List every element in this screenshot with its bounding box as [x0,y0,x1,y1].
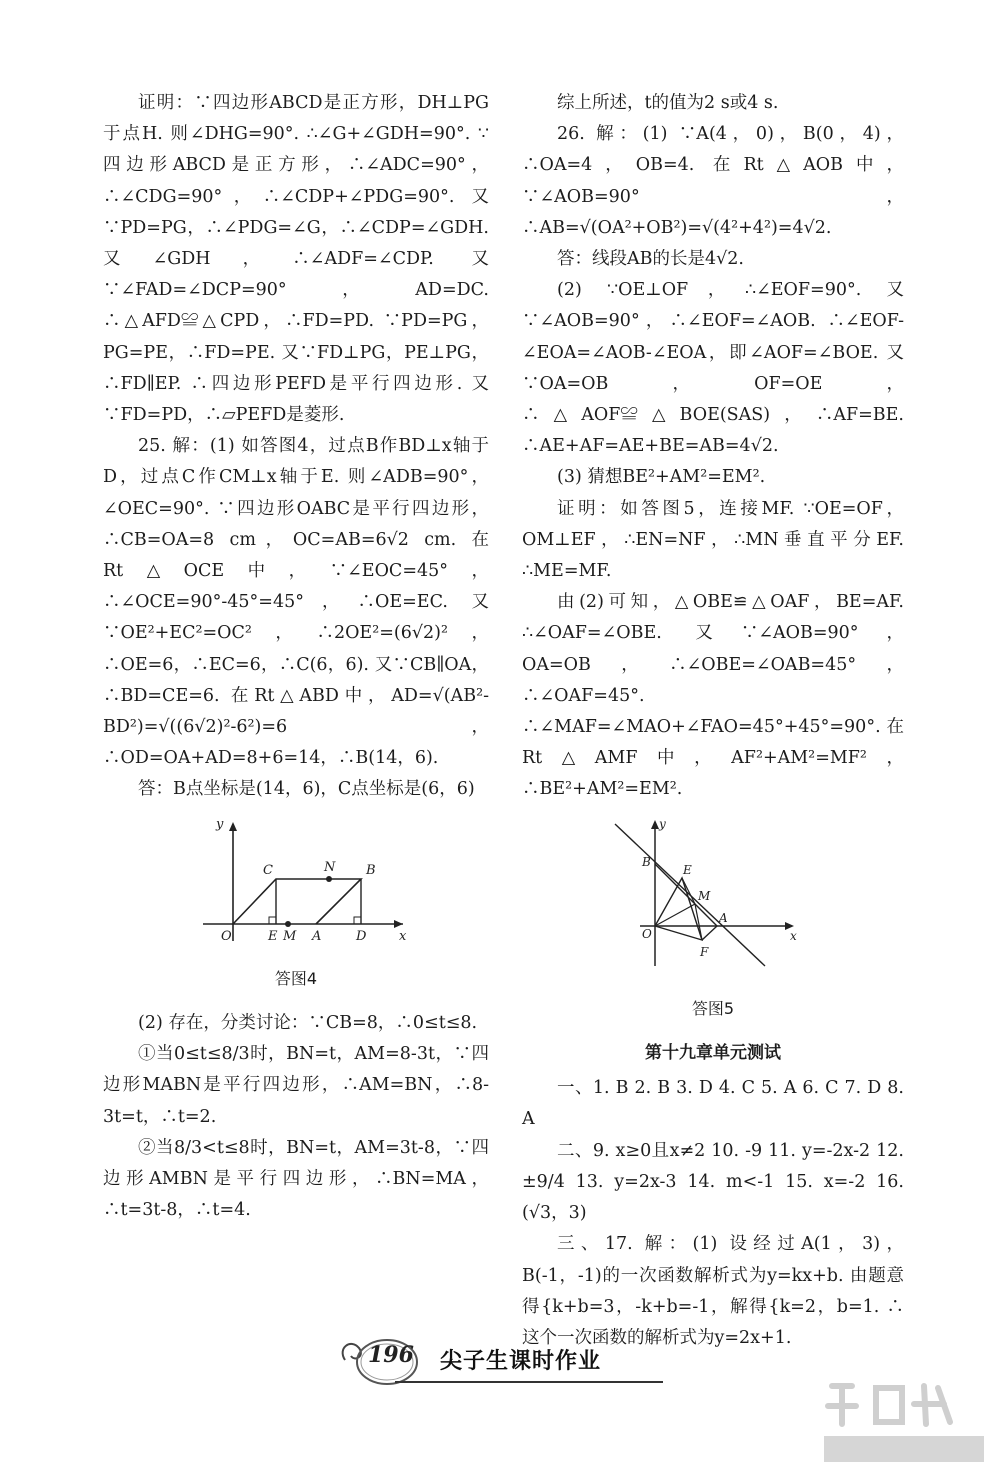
svg-text:C: C [263,862,273,878]
footer-rule [395,1381,663,1383]
page-number: 196 [368,1342,414,1368]
svg-text:M: M [283,928,297,944]
svg-text:x: x [790,928,797,943]
svg-text:M: M [698,888,711,903]
svg-text:D: D [356,928,367,944]
figure-5-caption: 答图5 [691,998,735,1018]
left-paragraph-q25: 25. 解：(1) 如答图4，过点B作BD⊥x轴于D，过点C作CM⊥x轴于E. 则∠ADB=90°，∠OEC=90°. ∵四边形OABC是平行四边形，∴CB=OA=8 cm，OC=AB=6√2 cm. 在Rt△OCE中，∵∠EOC=45°，∴∠OCE=90°-45°=45°，∴OE=EC. 又∵OE²+EC²=OC²，∴2OE²=(6√2)²，∴OE=6，∴EC=6，∴C(6，6). 又∵CB∥OA，∴BD=CE=6. 在Rt△ABD中，AD=√(AB²-BD²)=√((6√2)²-6²)=6，∴OD=OA+AD=8+6=14，∴B(14，6). [103,436,489,769]
svg-text:A: A [719,910,728,925]
left-paragraph-answer: 答：B点坐标是(14，6)，C点坐标是(6，6) [138,779,475,800]
figure-4-caption: 答图4 [274,968,318,988]
svg-text:O: O [221,928,232,944]
svg-text:x: x [399,928,407,944]
chapter-heading: 第十九章单元测试 [645,1043,781,1064]
answers-section-1: 一、1. B 2. B 3. D 4. C 5. A 6. C 7. D 8. A [522,1078,904,1130]
svg-text:F: F [700,944,709,959]
left-column [103,88,489,1227]
right-column [522,88,904,1354]
right-paragraph-part2: (2) ∵OE⊥OF，∴∠EOF=90°. 又∵∠AOB=90°，∴∠EOF=∠AOB. ∴∠EOF-∠EOA=∠AOB-∠EOA，即∠AOF=∠BOE. 又∵OA=OB，OF=OE，∴△AOF≌△BOE(SAS)，∴AF=BE. ∴AE+AF=AE+BE=AB=4√2. [522,280,904,457]
svg-text:O: O [642,926,652,941]
left-paragraph-proof: 证明：∵四边形ABCD是正方形，DH⊥PG于点H. 则∠DHG=90°. ∴∠G+∠GDH=90°. ∵四边形ABCD是正方形，∴∠ADC=90°，∴∠CDG=90°，∴∠CDP+∠PDG=90°. 又∵PD=PG，∴∠PDG=∠G，∴∠CDP=∠GDH. 又∠GDH，∴∠ADF=∠CDP. 又∵∠FAD=∠DCP=90°，AD=DC. ∴△AFD≌△CPD，∴FD=PD. ∵PD=PG，PG=PE，∴FD=PE. 又∵FD⊥PG，PE⊥PG，∴FD∥EP. ∴四边形PEFD是平行四边形. 又∵FD=PD，∴▱PEFD是菱形. [103,93,489,426]
right-paragraph-part3: (3) 猜想BE²+AM²=EM². [557,467,766,488]
left-paragraph-part2: (2) 存在，分类讨论：∵CB=8，∴0≤t≤8. [138,1013,478,1034]
svg-text:B: B [366,862,376,878]
answers-section-3: 三、17. 解：(1) 设经过A(1，3)，B(-1，-1)的一次函数解析式为y=kx+b. 由题意得{k+b=3，-k+b=-1，解得{k=2，b=1. ∴这个一次函数的解析式为y=2x+1. [522,1234,904,1348]
figure-4 [103,816,489,957]
figure-5-diagram [522,816,904,976]
svg-text:y: y [659,816,666,831]
svg-text:E: E [683,862,692,877]
page-footer [335,1330,675,1390]
right-paragraph-q26: 26. 解：(1) ∵A(4，0)，B(0，4)，∴OA=4，OB=4. 在Rt△AOB中，∵∠AOB=90°，∴AB=√(OA²+OB²)=√(4²+4²)=4√2. [522,124,904,238]
svg-text:N: N [324,859,336,875]
figure-4-diagram [103,816,489,946]
watermark-logo [814,1376,994,1466]
right-paragraph-answer: 答：线段AB的长是4√2. [557,249,744,270]
right-paragraph-conclusion: 综上所述，t的值为2 s或4 s. [557,93,779,113]
right-paragraph-proof: 证明：如答图5，连接MF. ∵OE=OF，OM⊥EF，∴EN=NF，∴MN垂直平分EF. ∴ME=MF. [522,498,904,582]
svg-text:B: B [642,854,651,869]
svg-text:E: E [268,928,278,944]
series-title: 尖子生课时作业 [440,1349,602,1374]
figure-5 [522,816,904,987]
svg-text:A: A [312,928,322,944]
left-paragraph-case1: ①当0≤t≤8/3时，BN=t，AM=8-3t，∵四边形MABN是平行四边形，∴AM=BN，∴8-3t=t，∴t=2. [103,1044,489,1127]
left-paragraph-case2: ②当8/3<t≤8时，BN=t，AM=3t-8，∵四边形AMBN是平行四边形，∴BN=MA，∴t=3t-8，∴t=4. [103,1137,489,1221]
answers-section-2: 二、9. x≥0且x≠2 10. -9 11. y=-2x-2 12. ±9/4 13. y=2x-3 14. m<-1 15. x=-2 16. (√3，3) [522,1140,904,1224]
right-paragraph-proof-cont: 由(2)可知，△OBE≌△OAF，BE=AF. ∴∠OAF=∠OBE. 又∵∠AOB=90°，OA=OB，∴∠OBE=∠OAB=45°，∴∠OAF=45°. ∴∠MAF=∠MAO+∠FAO=45°+45°=90°. 在Rt△AMF中，AF²+AM²=MF²，∴BE²+AM²=EM². [522,592,904,800]
svg-text:y: y [216,816,224,832]
